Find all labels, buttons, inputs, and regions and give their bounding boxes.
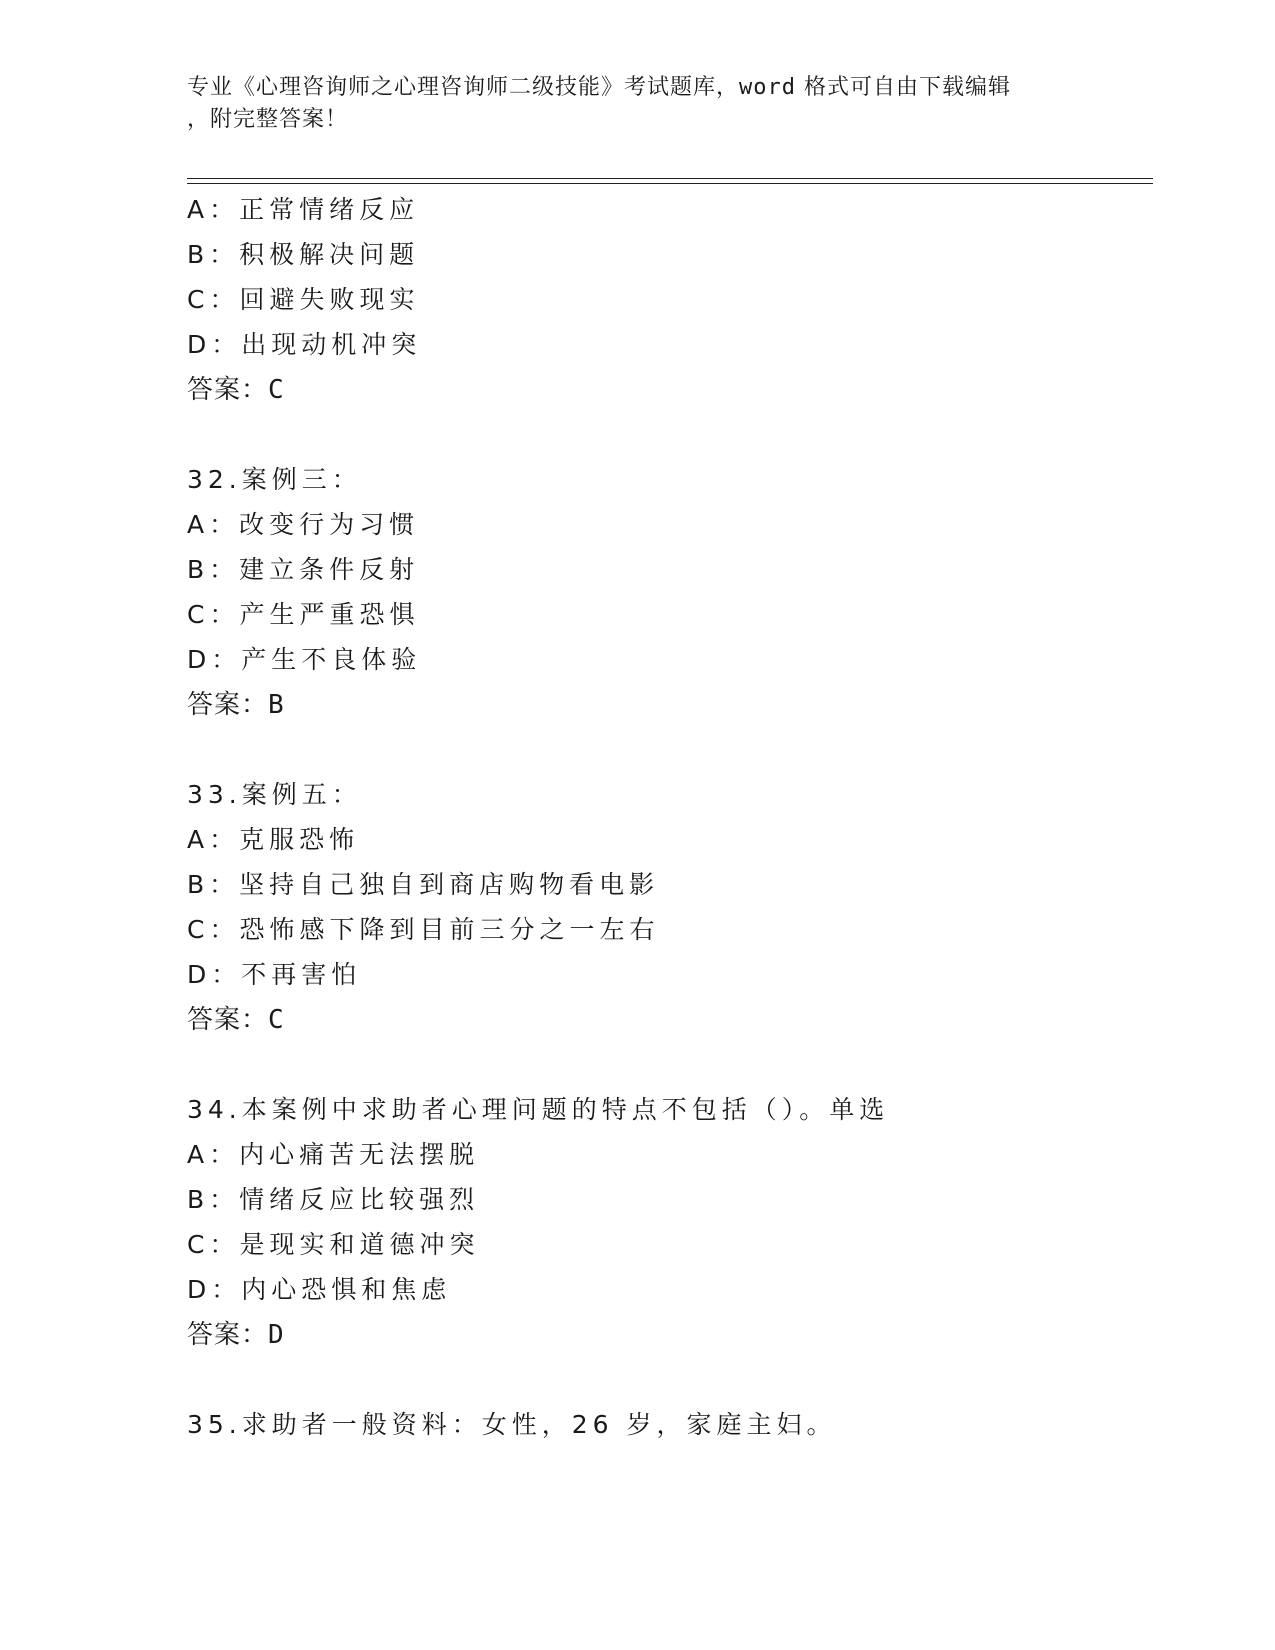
q32-option-d: D：产生不良体验 bbox=[187, 645, 422, 674]
q33-option-a: A：克服恐怖 bbox=[187, 825, 360, 854]
q35-question: 35.求助者一般资料：女性，26 岁，家庭主妇。 bbox=[187, 1410, 837, 1439]
header-title-part2: 格式可自由下载编辑 bbox=[796, 75, 1011, 100]
q33-answer bbox=[187, 1005, 286, 1035]
q32-option-b: B：建立条件反射 bbox=[187, 555, 420, 584]
answer-value: D bbox=[268, 1320, 286, 1350]
q32-question: 32.案例三： bbox=[187, 465, 362, 494]
answer-label: 答案： bbox=[187, 1320, 269, 1350]
q31-option-b: B：积极解决问题 bbox=[187, 240, 420, 269]
header-divider-top bbox=[187, 178, 1153, 179]
q34-question: 34.本案例中求助者心理问题的特点不包括（）。单选 bbox=[187, 1095, 890, 1124]
q32-option-c: C：产生严重恐惧 bbox=[187, 600, 420, 629]
q31-option-a: A：正常情绪反应 bbox=[187, 195, 420, 224]
header-line-1 bbox=[187, 72, 1067, 104]
q31-answer bbox=[187, 375, 286, 405]
answer-value: B bbox=[268, 690, 286, 720]
answer-value: C bbox=[268, 1005, 286, 1035]
q33-option-d: D：不再害怕 bbox=[187, 960, 362, 989]
q33-option-b: B：坚持自己独自到商店购物看电影 bbox=[187, 870, 660, 899]
answer-value: C bbox=[268, 375, 286, 405]
header-title-word: word bbox=[739, 75, 796, 100]
q34-option-d: D：内心恐惧和焦虑 bbox=[187, 1275, 452, 1304]
q32-answer bbox=[187, 690, 286, 720]
q33-question: 33.案例五： bbox=[187, 780, 362, 809]
q34-option-b: B：情绪反应比较强烈 bbox=[187, 1185, 480, 1214]
header-line-2: ，附完整答案！ bbox=[187, 107, 349, 132]
header-title-part1: 专业《心理咨询师之心理咨询师二级技能》考试题库， bbox=[187, 75, 740, 100]
q34-answer bbox=[187, 1320, 286, 1350]
answer-label: 答案： bbox=[187, 690, 269, 720]
q32-option-a: A：改变行为习惯 bbox=[187, 510, 420, 539]
q31-option-c: C：回避失败现实 bbox=[187, 285, 420, 314]
q34-option-c: C：是现实和道德冲突 bbox=[187, 1230, 480, 1259]
q31-option-d: D：出现动机冲突 bbox=[187, 330, 422, 359]
q33-option-c: C：恐怖感下降到目前三分之一左右 bbox=[187, 915, 660, 944]
answer-label: 答案： bbox=[187, 1005, 269, 1035]
answer-label: 答案： bbox=[187, 375, 269, 405]
header-divider-bottom bbox=[187, 183, 1153, 184]
q34-option-a: A：内心痛苦无法摆脱 bbox=[187, 1140, 480, 1169]
document-header bbox=[187, 72, 1067, 136]
